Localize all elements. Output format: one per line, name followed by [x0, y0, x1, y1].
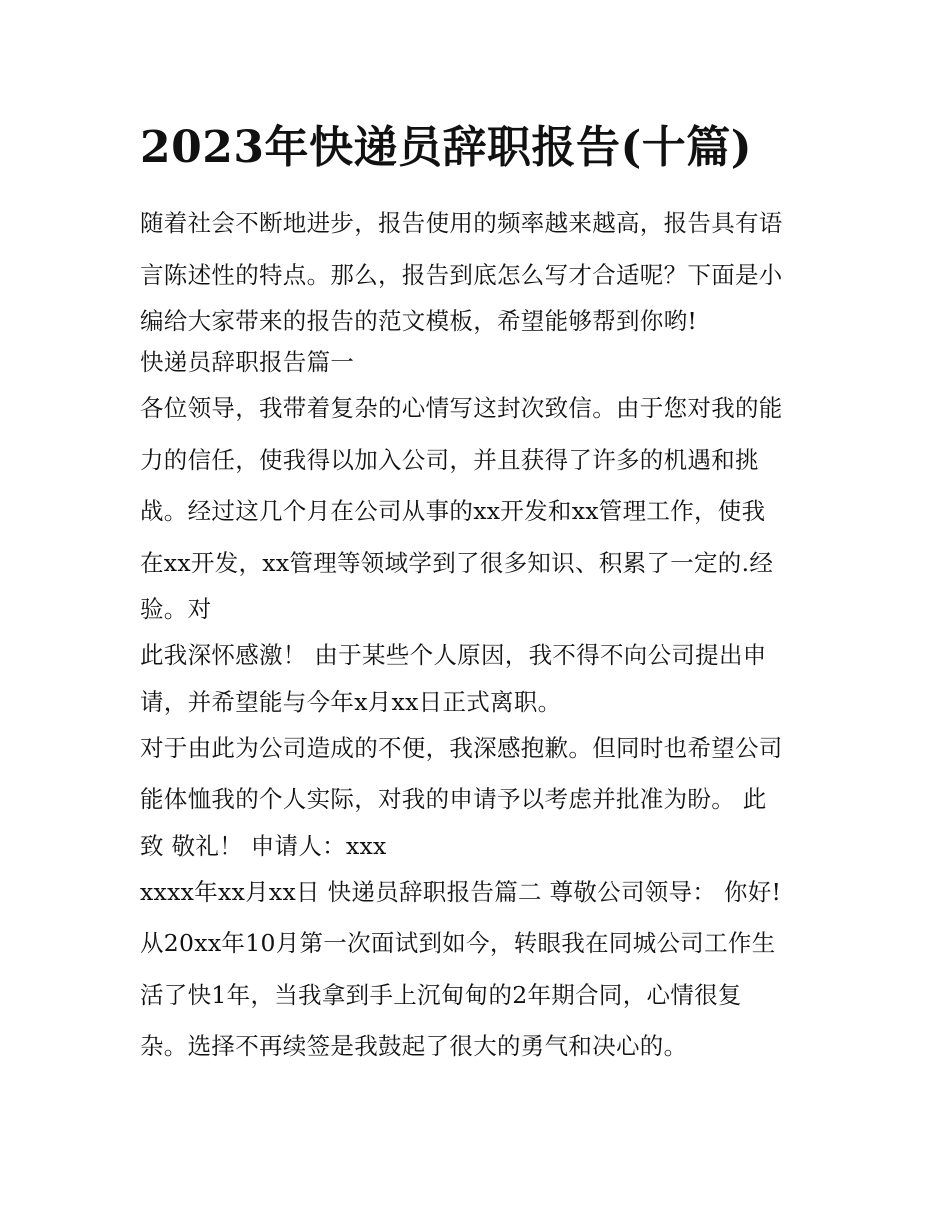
section-heading: 快递员辞职报告篇一: [140, 348, 355, 376]
text-line: 战。经过这几个月在公司从事的xx开发和xx管理工作，使我: [140, 497, 766, 525]
text-line: 各位领导，我带着复杂的心情写这封次致信。由于您对我的能: [140, 394, 783, 422]
text-line: 力的信任，使我得以加入公司，并且获得了许多的机遇和挑: [140, 445, 759, 474]
document-body: [140, 198, 830, 1073]
text-line: 杂。选择不再续签是我鼓起了很大的勇气和决心的。: [140, 1032, 688, 1060]
text-line: 对于由此为公司造成的不便，我深感抱歉。但同时也希望公司: [140, 733, 783, 762]
text-line: 致 敬礼！ 申请人：xxx: [140, 831, 387, 860]
text-line: xxxx年xx月xx日 快递员辞职报告篇二 尊敬公司领导： 你好!: [140, 877, 782, 906]
text-line: 此我深怀感激！ 由于某些个人原因，我不得不向公司提出申: [140, 641, 767, 669]
text-line: 随着社会不断地进步，报告使用的频率越来越高，报告具有语: [140, 209, 783, 237]
text-line: 请，并希望能与今年x月xx日正式离职。: [140, 687, 562, 716]
text-line: 从20xx年10月第一次面试到如今，转眼我在同城公司工作生: [140, 929, 776, 957]
text-line: 验。对: [140, 595, 212, 623]
text-line: 编给大家带来的报告的范文模板，希望能够帮到你哟!: [140, 307, 698, 335]
page-title: 2023年快递员辞职报告(十篇): [140, 122, 753, 173]
text-line: 能体恤我的个人实际，对我的申请予以考虑并批准为盼。 此: [140, 785, 767, 813]
text-line: 在xx开发，xx管理等领域学到了很多知识、积累了一定的.经: [140, 548, 774, 577]
text-line: 言陈述性的特点。那么，报告到底怎么写才合适呢？下面是小: [140, 260, 783, 289]
text-line: 活了快1年，当我拿到手上沉甸甸的2年期合同，心情很复: [140, 980, 742, 1009]
